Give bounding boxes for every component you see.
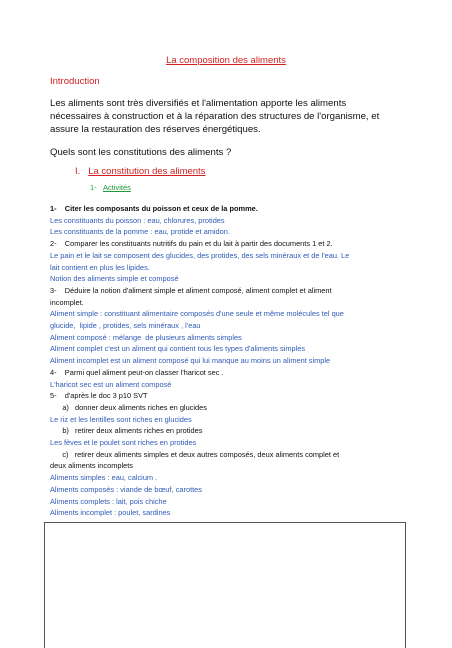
content-line: c) retirer deux aliments simples et deux autres composés, deux aliments complet et xyxy=(50,449,340,459)
content-line: Notion des aliments simple et composé xyxy=(50,274,179,284)
content-line: a) donner deux aliments riches en glucides xyxy=(50,402,207,412)
content-line: Aliments simples : eau, calcium . xyxy=(50,473,158,483)
intro-line-1: Les aliments sont très diversifiés et l'alimentation apporte les aliments xyxy=(50,98,347,109)
content-line: Le pain et le lait se composent des glucides, des protides, des sels minéraux et de l'eau. Le xyxy=(50,250,350,260)
content-line: 3- Déduire la notion d'aliment simple et aliment composé, aliment complet et aliment xyxy=(50,285,332,295)
content-line: glucide, lipide , protides, sels minéraux , l'eau xyxy=(50,321,201,330)
activity-number: 1- xyxy=(90,183,97,192)
content-line: 1- Citer les composants du poisson et ceux de la pomme. xyxy=(50,204,258,213)
content-line: b) retirer deux aliments riches en protides xyxy=(50,426,203,436)
content-line: Les constituants du poisson : eau, chlorures, protides xyxy=(50,215,225,225)
intro-line-2: nécessaires à construction et à la réparation des structures de l'organisme, et xyxy=(50,111,380,122)
content-line: Aliments complets : lait, pois chiche xyxy=(50,496,167,506)
question-text: Quels sont les constitutions des aliments ? xyxy=(50,147,232,158)
intro-line-3: assure la restauration des réserves énergétiques. xyxy=(50,124,261,135)
section-title: La constitution des aliments xyxy=(88,166,206,177)
page-title: La composition des aliments xyxy=(166,55,286,66)
content-line: Aliments composés : viande de bœuf, carottes xyxy=(50,484,202,494)
content-line: Aliment composé : mélange de plusieurs aliments simples xyxy=(50,332,242,342)
intro-heading: Introduction xyxy=(50,76,100,87)
answer-box xyxy=(44,522,406,648)
content-line: 4- Parmi quel aliment peut-on classer l'haricot sec . xyxy=(50,367,224,377)
section-number: I. xyxy=(75,166,81,177)
content-line: incomplet. xyxy=(50,297,84,307)
activity-title: Activités xyxy=(102,183,131,192)
content-line: 2- Comparer les constituants nutritifs du pain et du lait à partir des documents 1 et 2. xyxy=(50,239,333,249)
content-line: Aliment incomplet est un aliment composé qui lui manque au moins un aliment simple xyxy=(50,356,331,366)
content-line: Aliment simple : constituant alimentaire composés d'une seule et même molécules tel que xyxy=(50,309,344,319)
content-line: Les fèves et le poulet sont riches en protides xyxy=(50,438,197,447)
content-line: 5- d'après le doc 3 p10 SVT xyxy=(50,391,148,401)
activity-heading xyxy=(90,183,131,192)
content-line: Aliment complet c'est un aliment qui contient tous les types d'aliments simples xyxy=(50,344,306,354)
content-line: Le riz et les lentilles sont riches en glucides xyxy=(50,414,192,424)
content-line: deux aliments incomplets xyxy=(50,461,133,471)
content-line: Les constituants de la pomme : eau, protide et amidon. xyxy=(50,227,230,237)
content-line: Aliments incomplet : poulet, sardines xyxy=(50,508,171,518)
content-line: lait contient en plus les lipides. xyxy=(50,262,150,272)
content-line: L'haricot sec est un aliment composé xyxy=(50,379,172,389)
section-heading xyxy=(75,166,205,177)
